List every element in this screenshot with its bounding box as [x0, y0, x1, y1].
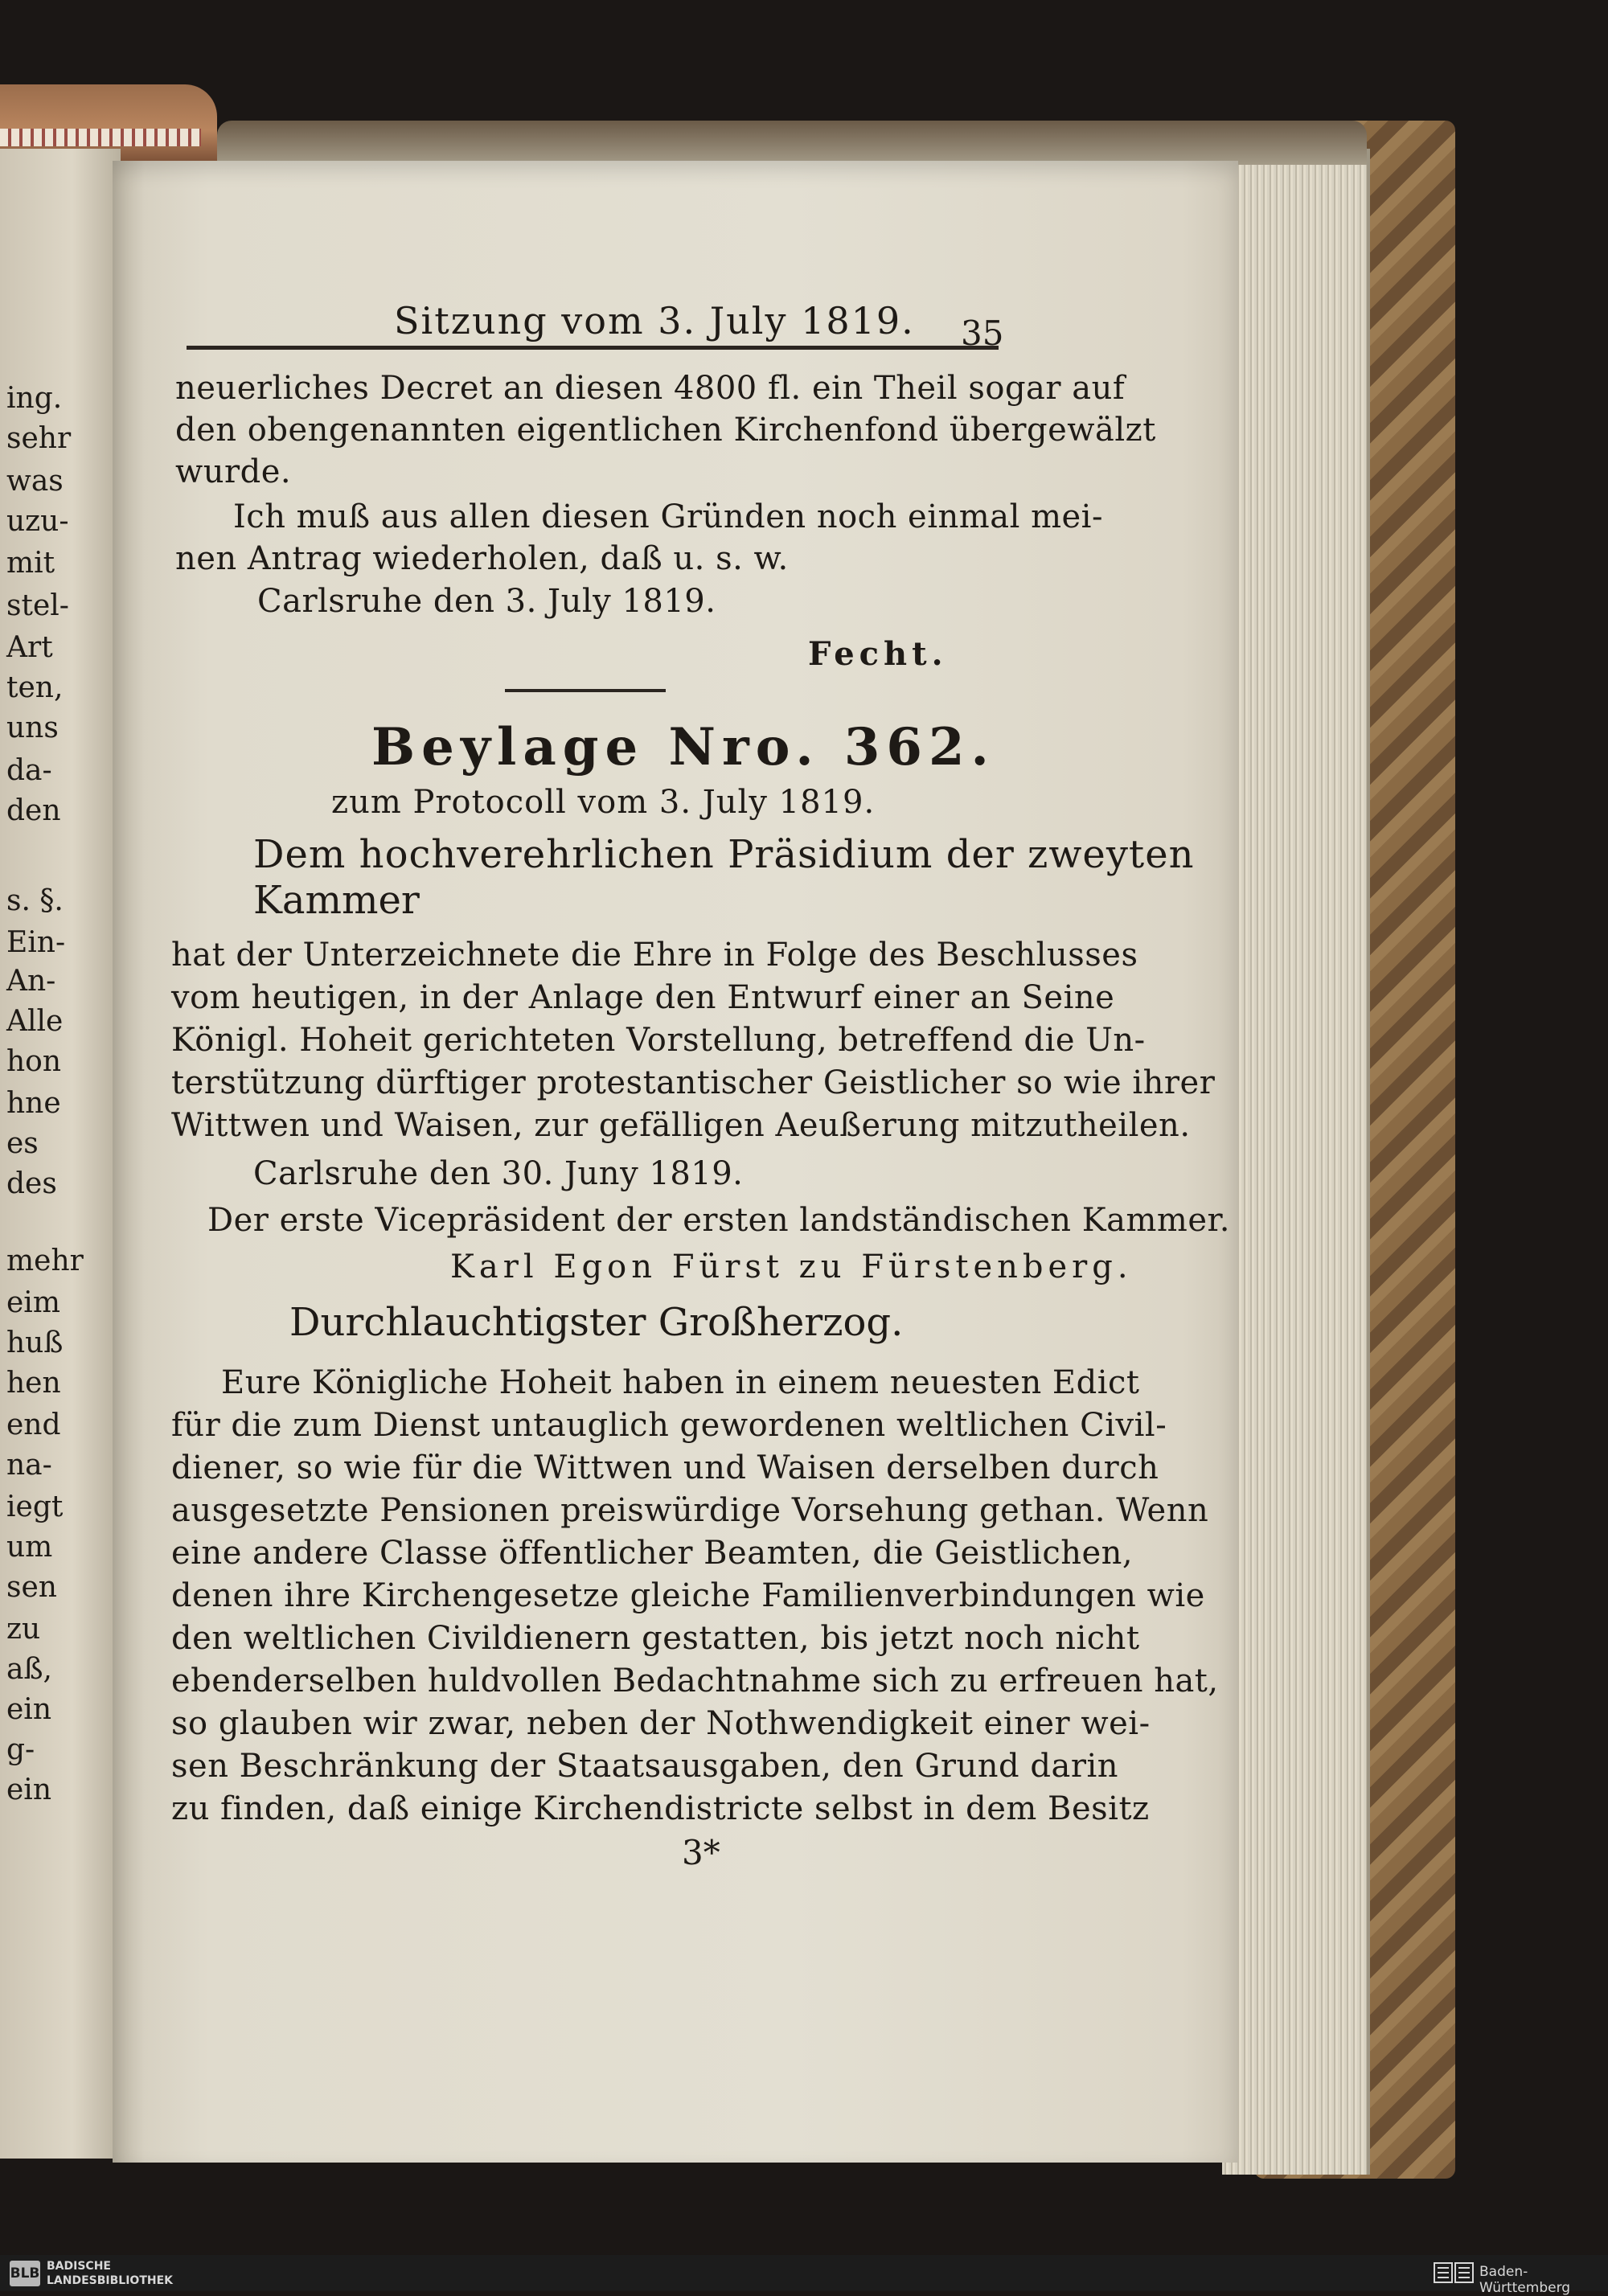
address-line: Dem hochverehrlichen Präsidium der zweyten: [253, 832, 1195, 877]
left-page-word: huß: [6, 1326, 64, 1359]
left-page-word: An-: [6, 965, 56, 998]
left-page-word: sen: [6, 1571, 57, 1604]
blb-logo-icon: BLB: [10, 2261, 40, 2286]
signer-name: Karl Egon Fürst zu Fürstenberg.: [450, 1248, 1133, 1285]
page-stack: [1222, 149, 1370, 2175]
text-line: zu finden, daß einige Kirchendistricte selbst in dem Besitz: [171, 1790, 1150, 1827]
left-page-word: s. §.: [6, 884, 64, 917]
headband: [0, 129, 201, 146]
signature: Fecht.: [808, 635, 948, 673]
footer-bar: [0, 2255, 1608, 2291]
left-page-word: Alle: [6, 1005, 64, 1038]
left-page-word: zu: [6, 1613, 41, 1646]
left-page-word: iegt: [6, 1490, 64, 1523]
baden-wuerttemberg-logo-icon: [1433, 2261, 1475, 2285]
library-name-line: LANDESBIBLIOTHEK: [47, 2274, 174, 2287]
text-line: Ich muß aus allen diesen Gründen noch einmal mei-: [233, 498, 1103, 535]
left-page-word: mehr: [6, 1244, 84, 1277]
text-line: für die zum Dienst untauglich gewordenen weltlichen Civil-: [171, 1407, 1167, 1444]
text-line: Wittwen und Waisen, zur gefälligen Aeußerung mitzutheilen.: [171, 1107, 1191, 1144]
text-line: ausgesetzte Pensionen preiswürdige Vorsehung gethan. Wenn: [171, 1492, 1209, 1529]
address-line: Kammer: [253, 878, 420, 923]
left-page-word: stel-: [6, 589, 69, 622]
text-line: Königl. Hoheit gerichteten Vorstellung, betreffend die Un-: [171, 1022, 1146, 1059]
running-head: Sitzung vom 3. July 1819.: [394, 299, 915, 342]
text-line: ebenderselben huldvollen Bedachtnahme sich zu erfreuen hat,: [171, 1663, 1219, 1699]
left-page-word: es: [6, 1127, 39, 1160]
header-rule: [187, 346, 999, 350]
place-date: Carlsruhe den 3. July 1819.: [257, 583, 716, 620]
signature-mark: 3*: [682, 1833, 720, 1872]
left-page-word: hon: [6, 1045, 62, 1078]
text-line: nen Antrag wiederholen, daß u. s. w.: [175, 540, 789, 577]
left-page-word: da-: [6, 754, 52, 787]
text-line: diener, so wie für die Wittwen und Waisen derselben durch: [171, 1449, 1159, 1486]
left-page-word: des: [6, 1167, 57, 1200]
left-page-word: Art: [6, 631, 53, 664]
left-page-word: hne: [6, 1087, 61, 1120]
text-line: den weltlichen Civildienern gestatten, bis jetzt noch nicht: [171, 1620, 1140, 1657]
left-page-word: ing.: [6, 382, 63, 415]
library-name: [47, 2259, 173, 2288]
left-page-word: ten,: [6, 671, 64, 704]
text-line: denen ihre Kirchengesetze gleiche Familienverbindungen wie: [171, 1577, 1205, 1614]
salutation: Durchlauchtigster Großherzog.: [289, 1300, 904, 1345]
library-name-line: BADISCHE: [47, 2260, 111, 2273]
text-line: hat der Unterzeichnete die Ehre in Folge des Beschlusses: [171, 937, 1138, 974]
text-line: so glauben wir zwar, neben der Nothwendigkeit einer wei-: [171, 1705, 1151, 1742]
text-line: neuerliches Decret an diesen 4800 fl. ein Theil sogar auf: [175, 370, 1126, 407]
text-line: sen Beschränkung der Staatsausgaben, den Grund darin: [171, 1748, 1118, 1785]
page-number: 35: [961, 314, 1004, 353]
left-page-word: Ein-: [6, 926, 66, 959]
left-page-word: ein: [6, 1693, 52, 1726]
text-line: wurde.: [175, 453, 292, 490]
text-line: eine andere Classe öffentlicher Beamten, die Geistlichen,: [171, 1535, 1134, 1572]
left-page-word: was: [6, 465, 64, 498]
left-page-word: end: [6, 1408, 61, 1441]
left-page-word: g-: [6, 1733, 35, 1766]
left-page-word: na-: [6, 1449, 52, 1482]
appendix-subtitle: zum Protocoll vom 3. July 1819.: [331, 784, 876, 821]
left-page-word: sehr: [6, 422, 72, 455]
text-line: terstützung dürftiger protestantischer Geistlicher so wie ihrer: [171, 1064, 1216, 1101]
left-page-word: den: [6, 794, 61, 827]
left-page-word: mit: [6, 547, 55, 580]
separator-rule: [505, 689, 666, 692]
text-line: vom heutigen, in der Anlage den Entwurf einer an Seine: [171, 979, 1115, 1016]
left-page-word: hen: [6, 1367, 61, 1400]
left-page-word: eim: [6, 1286, 60, 1319]
text-line: den obengenannten eigentlichen Kirchenfond übergewälzt: [175, 412, 1156, 449]
text-line: Eure Königliche Hoheit haben in einem neuesten Edict: [221, 1364, 1140, 1401]
left-page-word: uns: [6, 711, 59, 744]
state-name: Baden-Württemberg: [1479, 2264, 1571, 2296]
left-page-word: uzu-: [6, 505, 69, 538]
left-page-word: um: [6, 1531, 53, 1564]
signer-title: Der erste Vicepräsident der ersten landständischen Kammer.: [207, 1202, 1230, 1239]
appendix-title: Beylage Nro. 362.: [371, 717, 995, 777]
left-page-word: aß,: [6, 1653, 52, 1686]
place-date: Carlsruhe den 30. Juny 1819.: [253, 1155, 744, 1192]
page-top-edge: [217, 121, 1367, 165]
left-page-word: ein: [6, 1773, 52, 1806]
